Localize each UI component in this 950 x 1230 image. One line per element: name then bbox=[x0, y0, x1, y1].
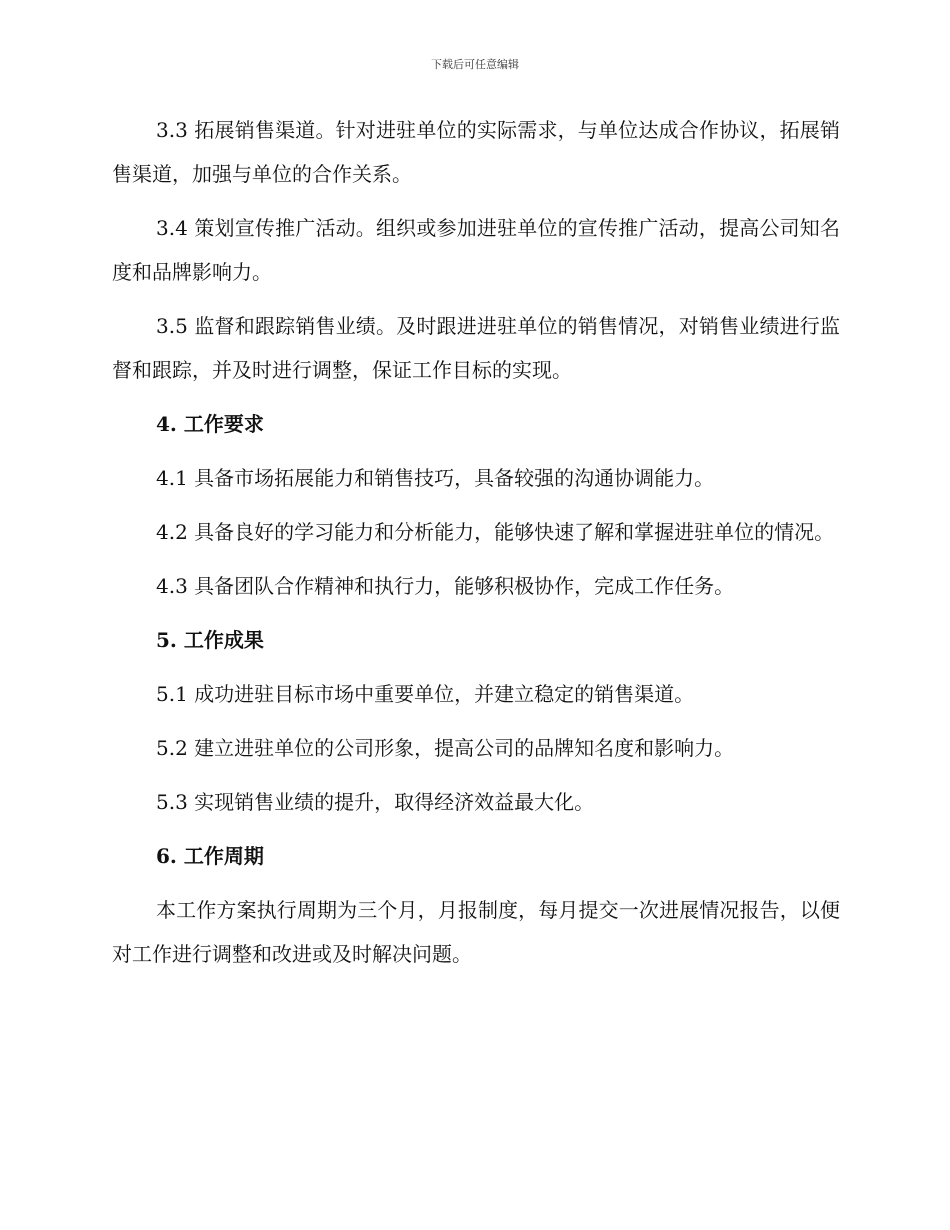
paragraph-3-4: 3.4 策划宣传推广活动。组织或参加进驻单位的宣传推广活动，提高公司知名度和品牌影响力。 bbox=[112, 216, 840, 284]
page-header: 下载后可任意编辑 bbox=[431, 58, 519, 71]
paragraph-4-1: 4.1 具备市场拓展能力和销售技巧，具备较强的沟通协调能力。 bbox=[156, 466, 715, 490]
paragraph-3-3: 3.3 拓展销售渠道。针对进驻单位的实际需求，与单位达成合作协议，拓展销售渠道，加强与单位的合作关系。 bbox=[112, 118, 840, 186]
paragraph-6-body: 本工作方案执行周期为三个月，月报制度，每月提交一次进展情况报告，以便对工作进行调整和改进或及时解决问题。 bbox=[112, 898, 840, 966]
section-heading-5: 5. 工作成果 bbox=[156, 628, 264, 652]
document-body bbox=[112, 108, 840, 986]
paragraph-4-2: 4.2 具备良好的学习能力和分析能力，能够快速了解和掌握进驻单位的情况。 bbox=[156, 520, 835, 544]
paragraph-5-3: 5.3 实现销售业绩的提升，取得经济效益最大化。 bbox=[156, 790, 595, 814]
section-heading-6: 6. 工作周期 bbox=[156, 844, 264, 868]
paragraph-5-2: 5.2 建立进驻单位的公司形象，提高公司的品牌知名度和影响力。 bbox=[156, 736, 735, 760]
paragraph-3-5: 3.5 监督和跟踪销售业绩。及时跟进进驻单位的销售情况，对销售业绩进行监督和跟踪，并及时进行调整，保证工作目标的实现。 bbox=[112, 314, 840, 382]
section-heading-4: 4. 工作要求 bbox=[156, 412, 264, 436]
paragraph-5-1: 5.1 成功进驻目标市场中重要单位，并建立稳定的销售渠道。 bbox=[156, 682, 695, 706]
paragraph-4-3: 4.3 具备团队合作精神和执行力，能够积极协作，完成工作任务。 bbox=[156, 574, 735, 598]
